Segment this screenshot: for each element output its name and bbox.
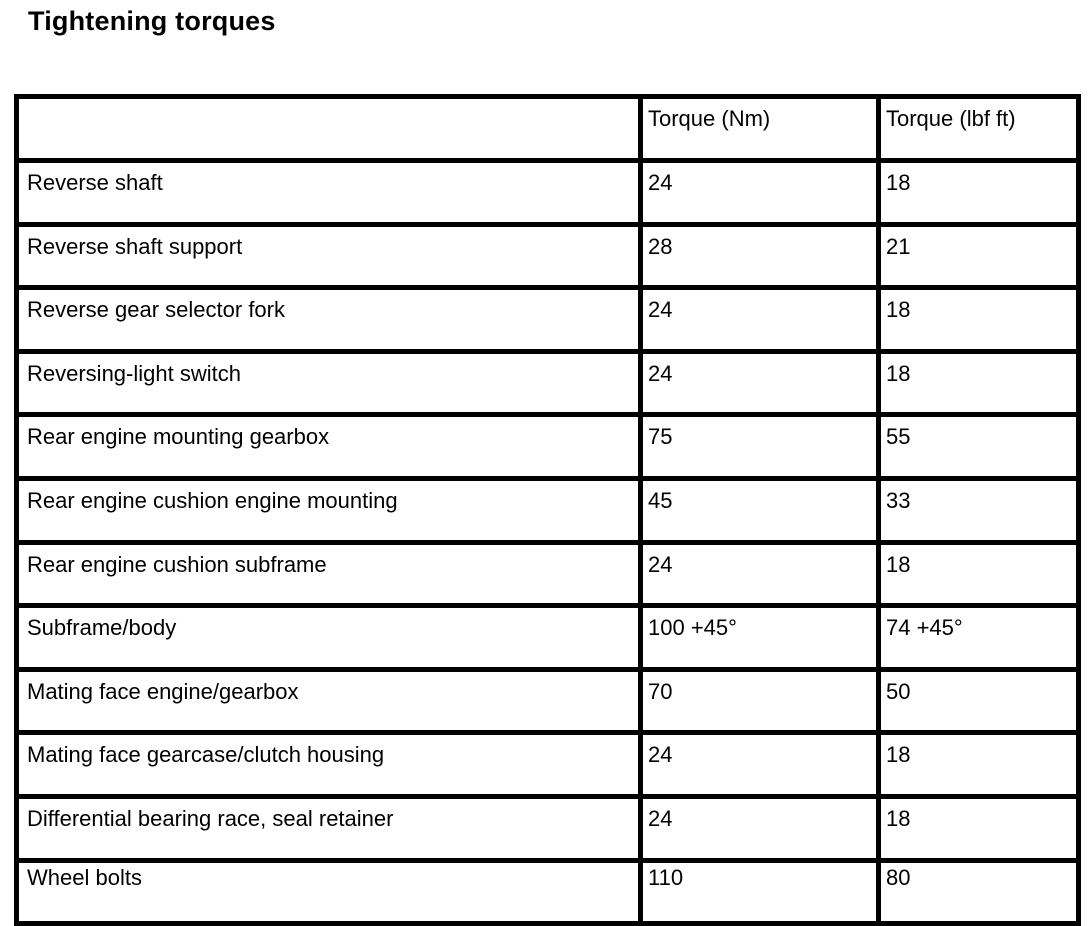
header-component <box>17 97 641 161</box>
torque-lbf-ft-cell: 18 <box>879 542 1079 606</box>
component-cell: Rear engine mounting gearbox <box>17 415 641 479</box>
table-row <box>17 733 1079 797</box>
table-row <box>17 288 1079 352</box>
table-header-row <box>17 97 1079 161</box>
torque-lbf-ft-cell: 18 <box>879 733 1079 797</box>
torque-lbf-ft-cell: 21 <box>879 224 1079 288</box>
torque-nm-cell: 24 <box>641 733 879 797</box>
torque-nm-cell: 24 <box>641 542 879 606</box>
component-cell: Differential bearing race, seal retainer <box>17 796 641 860</box>
torque-lbf-ft-cell: 18 <box>879 351 1079 415</box>
torque-nm-cell: 24 <box>641 161 879 225</box>
table-row <box>17 161 1079 225</box>
table-row <box>17 351 1079 415</box>
header-torque-lbf-ft: Torque (lbf ft) <box>879 97 1079 161</box>
torque-lbf-ft-cell: 74 +45° <box>879 606 1079 670</box>
torque-lbf-ft-cell: 18 <box>879 796 1079 860</box>
table-row <box>17 415 1079 479</box>
component-cell: Reversing-light switch <box>17 351 641 415</box>
torque-nm-cell: 75 <box>641 415 879 479</box>
component-cell: Subframe/body <box>17 606 641 670</box>
torque-nm-cell: 70 <box>641 669 879 733</box>
table-row <box>17 669 1079 733</box>
torque-nm-cell: 45 <box>641 478 879 542</box>
torque-lbf-ft-cell: 18 <box>879 288 1079 352</box>
torque-lbf-ft-cell: 18 <box>879 161 1079 225</box>
torque-nm-cell: 24 <box>641 796 879 860</box>
page-title: Tightening torques <box>28 6 276 36</box>
table-row <box>17 796 1079 860</box>
component-cell: Mating face engine/gearbox <box>17 669 641 733</box>
torque-table <box>14 94 1081 926</box>
component-cell: Rear engine cushion subframe <box>17 542 641 606</box>
torque-lbf-ft-cell: 55 <box>879 415 1079 479</box>
component-cell: Mating face gearcase/clutch housing <box>17 733 641 797</box>
torque-lbf-ft-cell: 33 <box>879 478 1079 542</box>
torque-nm-cell: 28 <box>641 224 879 288</box>
header-torque-nm: Torque (Nm) <box>641 97 879 161</box>
torque-lbf-ft-cell: 50 <box>879 669 1079 733</box>
table-row <box>17 606 1079 670</box>
table-row <box>17 860 1079 924</box>
component-cell: Reverse shaft <box>17 161 641 225</box>
torque-nm-cell: 100 +45° <box>641 606 879 670</box>
table-row <box>17 542 1079 606</box>
torque-lbf-ft-cell: 80 <box>879 860 1079 924</box>
table-row <box>17 478 1079 542</box>
torque-nm-cell: 24 <box>641 351 879 415</box>
torque-nm-cell: 110 <box>641 860 879 924</box>
component-cell: Reverse shaft support <box>17 224 641 288</box>
table-row <box>17 224 1079 288</box>
component-cell: Rear engine cushion engine mounting <box>17 478 641 542</box>
component-cell: Wheel bolts <box>17 860 641 924</box>
torque-nm-cell: 24 <box>641 288 879 352</box>
component-cell: Reverse gear selector fork <box>17 288 641 352</box>
